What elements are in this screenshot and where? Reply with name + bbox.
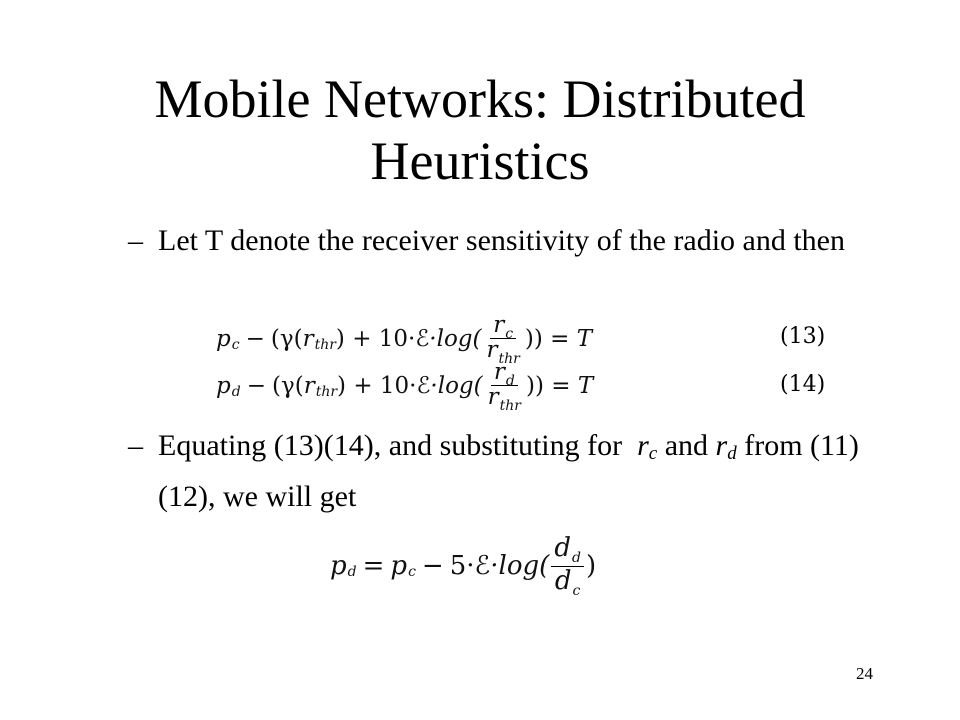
bullet-2-text-a: Equating (13)(14), and substituting for — [158, 429, 623, 462]
final-five: 5· — [449, 551, 475, 581]
eq14-rhs: T — [577, 373, 594, 399]
eq14-plus-ten: ) + 10· — [337, 373, 417, 399]
eq13-fraction — [484, 311, 523, 367]
final-p: p — [390, 551, 408, 581]
equation-13 — [216, 311, 593, 367]
bullet-2 — [128, 424, 868, 518]
eq14-thr: thr — [315, 384, 338, 400]
bullet-1 — [128, 219, 868, 262]
final-num-sub: d — [571, 549, 581, 566]
eq13-num: r — [493, 311, 505, 338]
eq14-num: r — [493, 358, 505, 385]
eq14-close: )) = — [525, 373, 571, 399]
eq13-E: ℰ — [415, 326, 430, 352]
final-close: ) — [585, 551, 597, 581]
final-fraction — [551, 534, 584, 599]
page-number: 24 — [856, 664, 873, 683]
final-E: ℰ — [474, 551, 491, 581]
final-den-sub: c — [572, 582, 581, 599]
eq14-den: r — [487, 383, 499, 410]
bullet-2-text-c: from (11)(12), we will get — [158, 429, 859, 513]
bullet-dash: – — [128, 224, 143, 257]
eq13-open: (γ( — [270, 326, 303, 352]
final-equals: = — [362, 551, 385, 581]
eq14-fraction — [485, 358, 524, 414]
slide-title: Mobile Networks: Distributed Heuristics — [154, 69, 806, 191]
eq14-r: r — [303, 373, 315, 399]
final-minus: − — [421, 551, 444, 581]
eq13-rhs: T — [576, 326, 593, 352]
equation-number-14: (14) — [780, 372, 826, 397]
eq13-thr: thr — [314, 337, 336, 353]
eq13-num-sub: c — [505, 325, 514, 342]
eq13-lhs-sub: c — [231, 337, 240, 353]
eq13-log: ·log( — [429, 326, 482, 352]
eq14-open: (γ( — [271, 373, 304, 399]
eq13-r: r — [302, 326, 314, 352]
equation-number-13: (13) — [780, 324, 826, 349]
eq14-E: ℰ — [416, 373, 431, 399]
eq13-close: )) = — [524, 326, 570, 352]
final-lhs-sub: d — [347, 564, 357, 580]
final-log: ·log( — [490, 551, 550, 581]
eq13-minus: − — [245, 326, 265, 352]
eq14-minus: − — [246, 373, 266, 399]
eq14-lhs: p — [216, 373, 231, 399]
final-den: d — [554, 565, 572, 596]
bullet-dash: – — [128, 429, 143, 462]
bullet-1-text: Let T denote the receiver sensitivity of the radio and then — [158, 224, 845, 257]
eq13-den-sub: thr — [498, 350, 520, 367]
eq14-lhs-sub: d — [231, 384, 241, 400]
var-rd-sub: d — [727, 443, 737, 464]
eq14-den-sub: thr — [499, 397, 521, 414]
eq14-num-sub: d — [505, 372, 515, 389]
eq13-lhs: p — [216, 326, 231, 352]
var-rd: r — [715, 429, 728, 462]
final-p-sub: c — [408, 564, 416, 580]
final-equation — [330, 534, 596, 598]
final-lhs: p — [330, 551, 347, 581]
bullet-2-text — [128, 424, 868, 518]
bullet-2-text-b: and — [664, 429, 709, 462]
eq14-log: ·log( — [430, 373, 483, 399]
eq13-plus-ten: ) + 10· — [335, 326, 416, 352]
var-rc-sub: c — [648, 443, 658, 464]
final-num: d — [554, 532, 571, 563]
var-rc: r — [637, 429, 649, 462]
equation-14 — [216, 358, 594, 414]
eq13-den: r — [486, 336, 498, 363]
